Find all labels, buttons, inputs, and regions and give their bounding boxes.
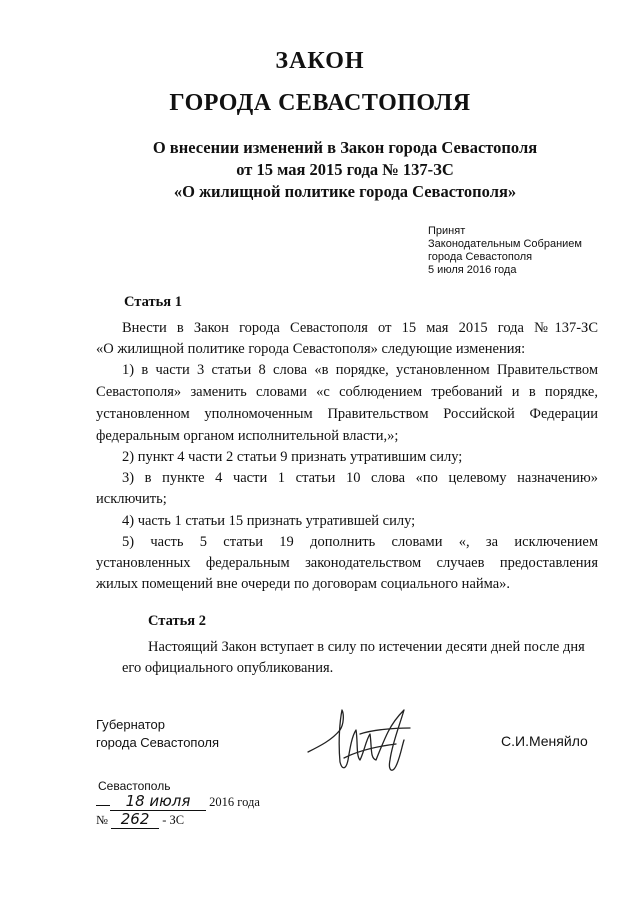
signatory-position: города Севастополя bbox=[96, 735, 220, 750]
article-1-line: федеральным органом исполнительной власти,»; bbox=[96, 428, 399, 444]
signer-name: С.И.Меняйло bbox=[501, 733, 588, 749]
article-1-line: 1) в части 3 статьи 8 слова «в порядке, установленном Правительством bbox=[122, 362, 598, 378]
signing-year: 2016 года bbox=[209, 795, 260, 809]
handwritten-signature bbox=[300, 700, 430, 780]
article-2-line: его официального опубликования. bbox=[122, 660, 334, 676]
subtitle-line-1: О внесении изменений в Закон города Севастополя bbox=[152, 138, 538, 157]
article-2-heading: Статья 2 bbox=[148, 613, 206, 629]
number-suffix: - ЗС bbox=[162, 813, 185, 827]
adoption-line: Принят bbox=[428, 225, 466, 237]
law-number bbox=[96, 810, 184, 829]
date-blank bbox=[96, 805, 110, 806]
adoption-line: города Севастополя bbox=[428, 251, 533, 263]
number-prefix: № bbox=[96, 813, 108, 827]
article-1-line: Внести в Закон города Севастополя от 15 мая 2015 года №137-ЗС bbox=[122, 320, 598, 336]
article-1-line: Севастополя» заменить словами «с соблюдением требований и в порядке, bbox=[96, 384, 598, 400]
article-1-heading: Статья 1 bbox=[124, 294, 182, 310]
article-1-line: 4) часть 1 статьи 15 признать утратившей силу; bbox=[122, 513, 416, 529]
subtitle-line-3: «О жилищной политике города Севастополя» bbox=[173, 182, 517, 201]
article-1-line: 2) пункт 4 части 2 статьи 9 признать утратившим силу; bbox=[122, 449, 463, 465]
handwritten-date: 18 июля bbox=[110, 792, 206, 811]
signatory-position: Губернатор bbox=[96, 717, 165, 732]
article-1-line: 3) в пункте 4 части 1 статьи 10 слова «по целевому назначению» bbox=[122, 470, 598, 486]
article-1-line: установленных федеральным законодательством случаев предоставления bbox=[96, 555, 598, 571]
handwritten-number: 262 bbox=[111, 810, 159, 829]
signing-date bbox=[96, 792, 260, 811]
article-1-line: исключить; bbox=[96, 491, 167, 507]
document-title: ЗАКОН bbox=[275, 48, 365, 74]
adoption-line: Законодательным Собранием bbox=[428, 238, 582, 250]
subtitle-line-2: от 15 мая 2015 года № 137-ЗС bbox=[236, 160, 454, 179]
article-1-line: жилых помещений вне очереди по договорам социального найма». bbox=[96, 576, 511, 592]
article-1-line: установленном уполномоченным Правительством Российской Федерации bbox=[96, 406, 598, 422]
article-1-line: «О жилищной политике города Севастополя» следующие изменения: bbox=[96, 341, 526, 357]
adoption-line: 5 июля 2016 года bbox=[428, 264, 517, 276]
signing-city: Севастополь bbox=[98, 779, 171, 793]
article-2-line: Настоящий Закон вступает в силу по истечении десяти дней после дня bbox=[148, 639, 585, 655]
adoption-note bbox=[428, 225, 582, 277]
document-title-city: ГОРОДА СЕВАСТОПОЛЯ bbox=[169, 90, 471, 116]
article-1-line: 5) часть 5 статьи 19 дополнить словами «, за исключением bbox=[122, 534, 598, 550]
